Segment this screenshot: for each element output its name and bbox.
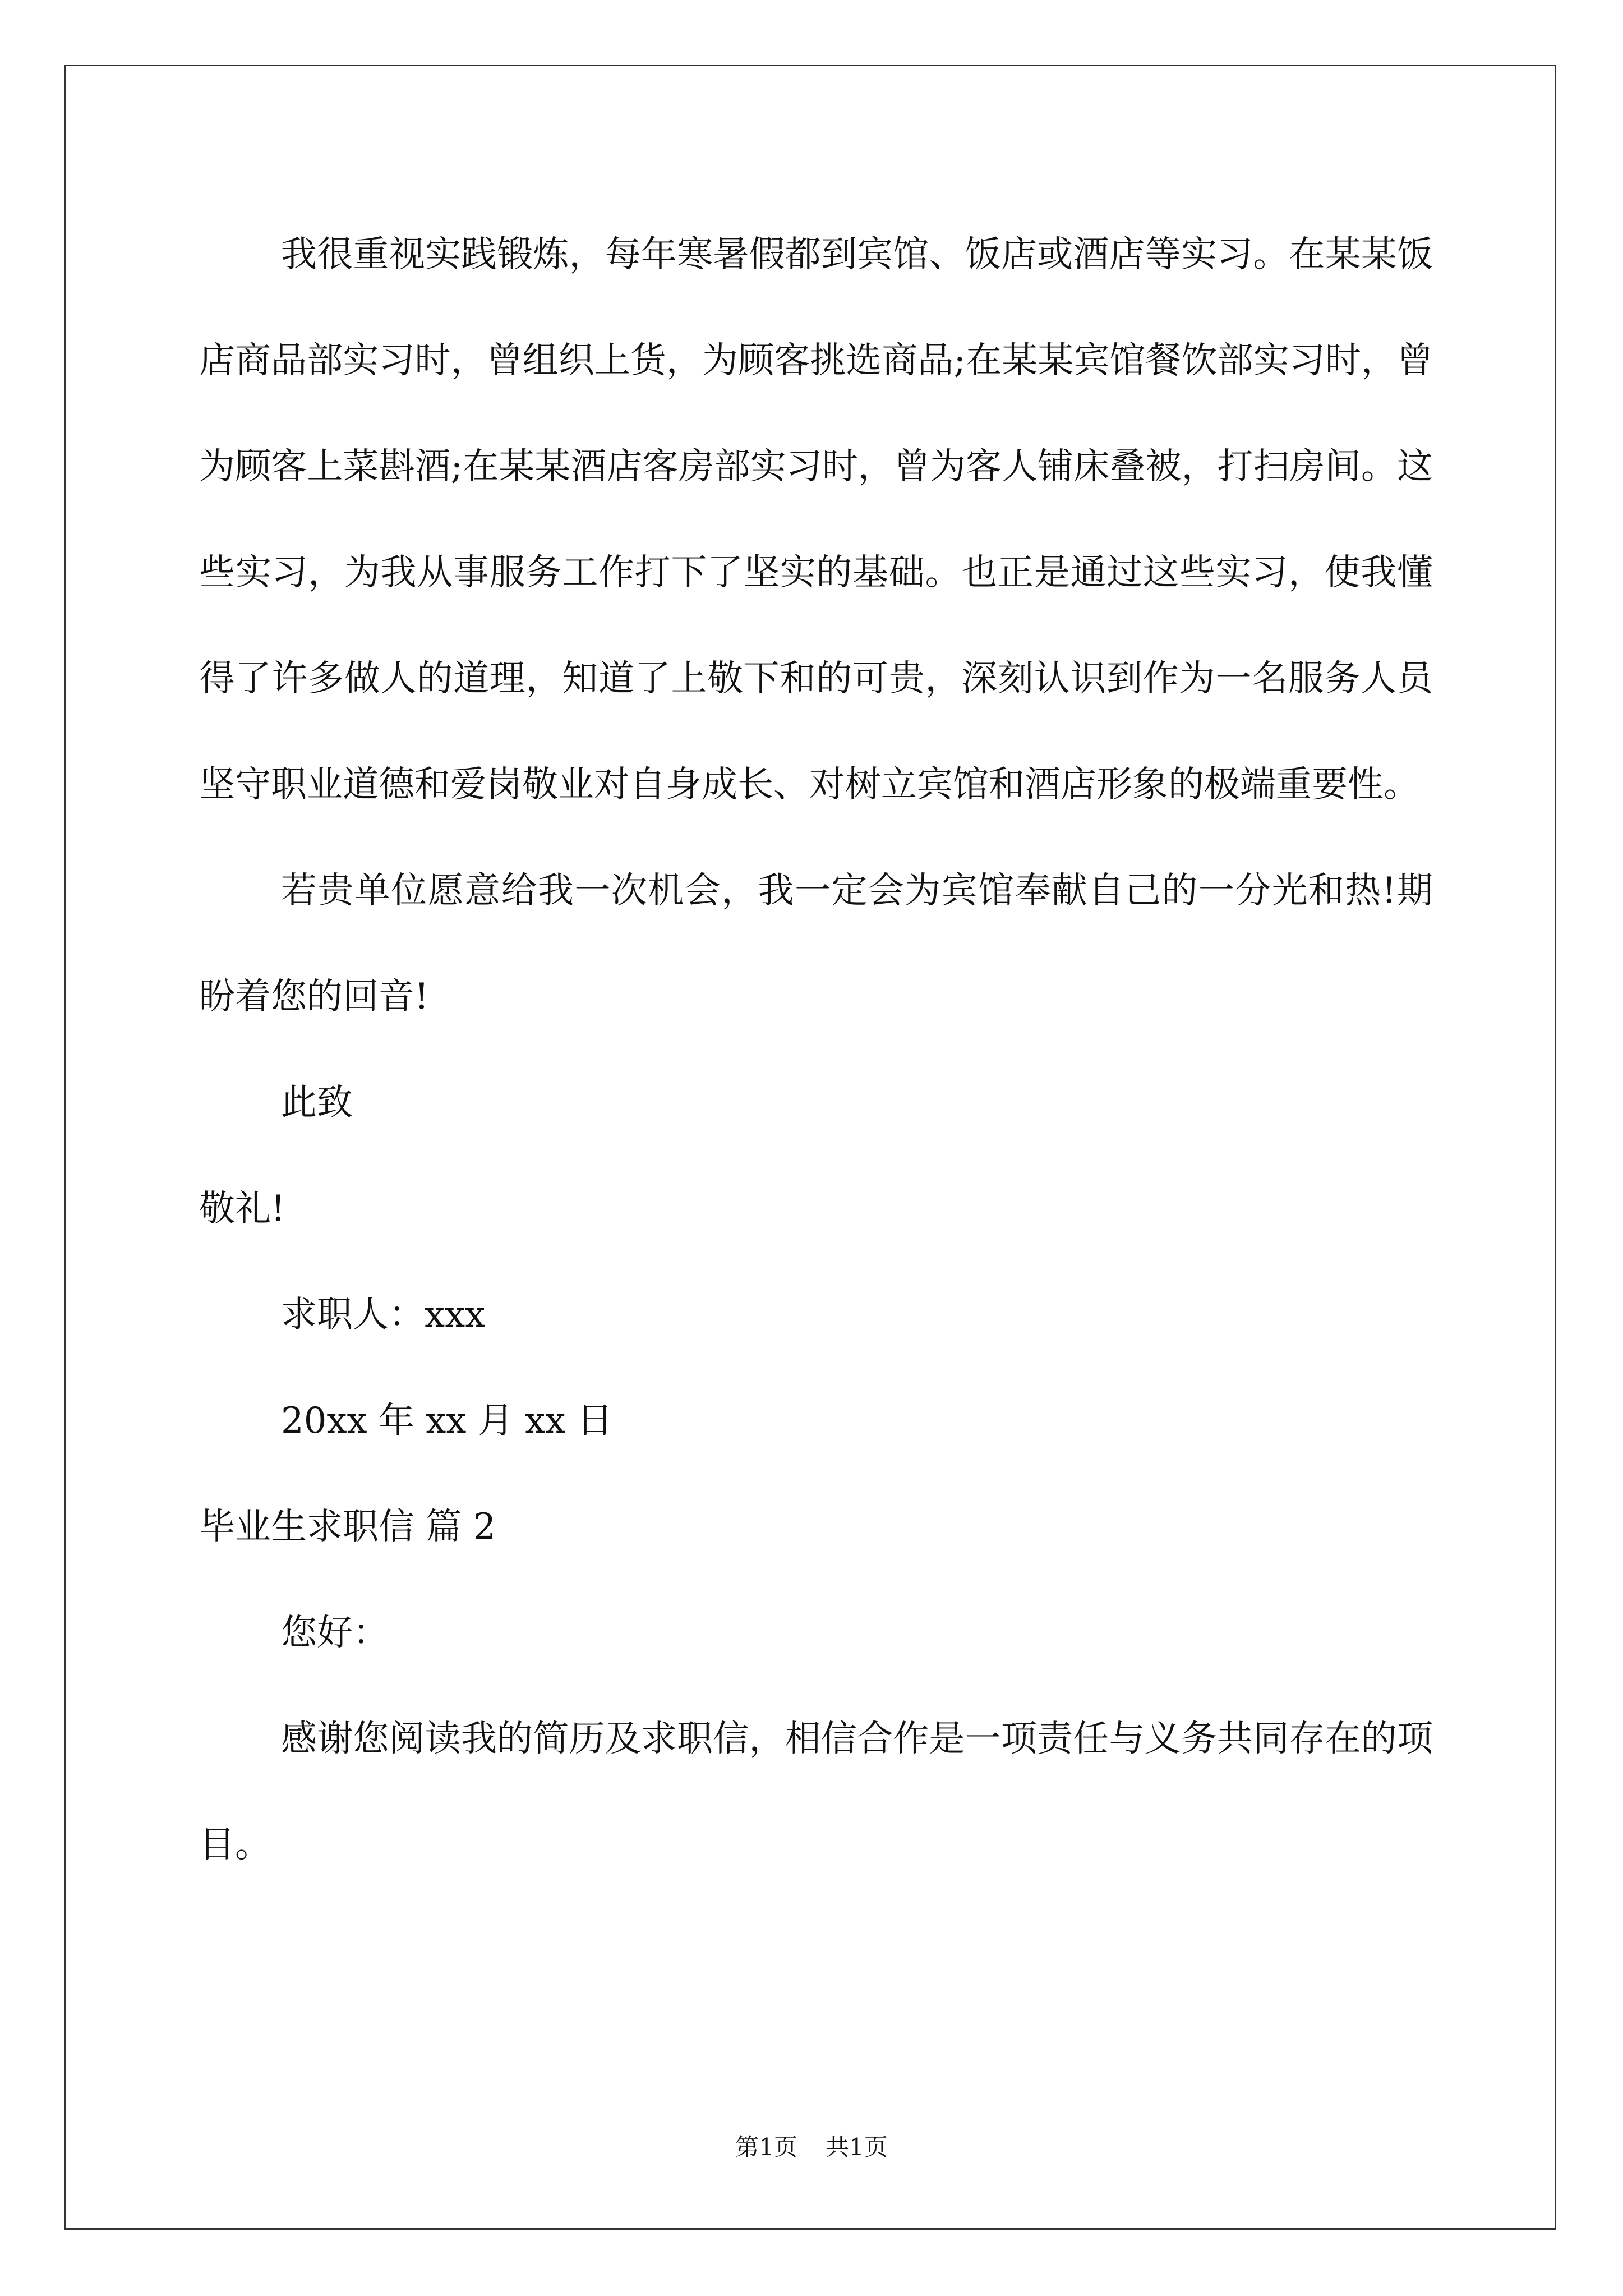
paragraph-regards: 敬礼! [199,1188,285,1230]
page-number: 第1页 [735,2133,797,2161]
section-heading: 毕业生求职信 篇 2 [199,1506,496,1548]
paragraph-salutation-close: 此致 [281,1082,353,1124]
paragraph-applicant: 求职人：xxx [281,1294,486,1336]
page-total: 共1页 [826,2133,888,2161]
page-footer [0,2131,1623,2164]
paragraph-date: 20xx 年 xx 月 xx 日 [281,1400,613,1442]
paragraph-opportunity: 若贵单位愿意给我一次机会，我一定会为宾馆奉献自己的一分光和热!期盼着您的回音! [199,870,1433,1018]
document-body [199,202,1433,1898]
paragraph-thanks: 感谢您阅读我的简历及求职信，相信合作是一项责任与义务共同存在的项目。 [199,1718,1433,1866]
paragraph-internship: 我很重视实践锻炼，每年寒暑假都到宾馆、饭店或酒店等实习。在某某饭店商品部实习时，曾组织上货，为顾客挑选商品;在某某宾馆餐饮部实习时，曾为顾客上菜斟酒;在某某酒店客房部实习时，曾为客人铺床叠被，打扫房间。这些实习，为我从事服务工作打下了坚实的基础。也正是通过这些实习，使我懂得了许多做人的道理，知道了上敬下和的可贵，深刻认识到作为一名服务人员坚守职业道德和爱岗敬业对自身成长、对树立宾馆和酒店形象的极端重要性。 [199,234,1433,806]
paragraph-greeting: 您好： [281,1612,389,1654]
